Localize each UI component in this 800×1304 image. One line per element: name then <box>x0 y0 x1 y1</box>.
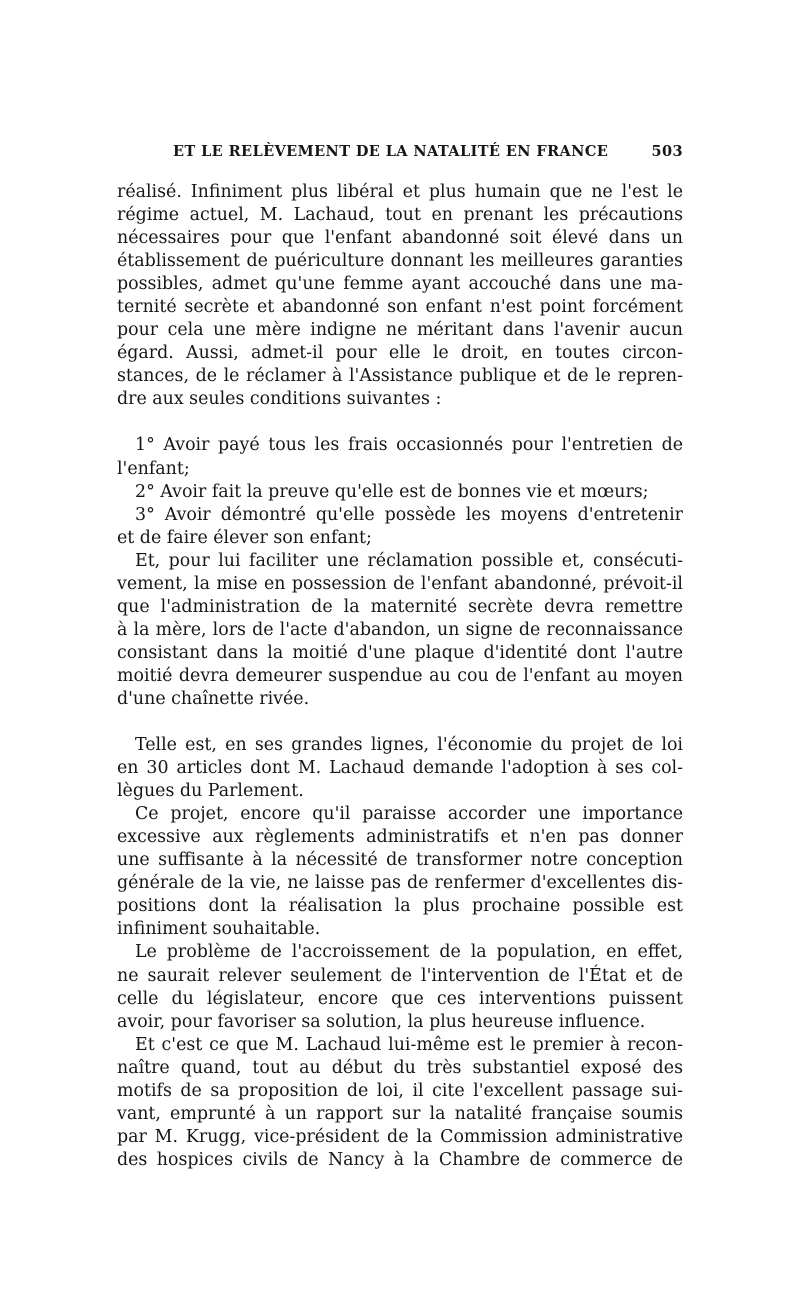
body-text <box>117 181 683 1172</box>
paragraph-krugg <box>117 1034 683 1172</box>
book-page <box>117 143 683 1172</box>
text-line: vant, emprunté à un rapport sur la natalité française soumis <box>117 1103 683 1124</box>
text-line: régime actuel, M. Lachaud, tout en prenant les précautions <box>117 205 683 226</box>
text-line: générale de la vie, ne laisse pas de renfermer d'excellentes dis- <box>117 873 683 894</box>
running-title: ET LE RELÈVEMENT DE LA NATALITÉ EN FRANCE <box>173 143 609 160</box>
text-line: Telle est, en ses grandes lignes, l'économie du projet de loi <box>135 735 683 756</box>
text-line: dre aux seules conditions suivantes : <box>117 389 442 410</box>
paragraph-1 <box>117 181 683 411</box>
text-line: que l'administration de la maternité secrète devra remettre <box>117 596 683 617</box>
text-line: ternité secrète et abandonné son enfant n'est point forcément <box>117 297 683 318</box>
page-number: 503 <box>651 143 683 160</box>
text-line: pour cela une mère indigne ne méritant dans l'avenir aucun <box>117 320 683 341</box>
text-line: lègues du Parlement. <box>117 781 304 802</box>
text-line: par M. Krugg, vice-président de la Commission administrative <box>117 1126 683 1147</box>
condition-2 <box>117 481 683 504</box>
page-header <box>117 143 683 171</box>
paragraph-economy <box>117 734 683 803</box>
condition-1 <box>117 434 683 480</box>
paragraph-gap <box>117 411 683 434</box>
text-line: égard. Aussi, admet-il pour elle le droit, en toutes circon- <box>117 343 683 364</box>
paragraph-identity-plate <box>117 550 683 711</box>
text-line: réalisé. Infiniment plus libéral et plus humain que ne l'est le <box>117 182 683 202</box>
text-line: d'une chaînette rivée. <box>117 688 310 709</box>
text-line: avoir, pour favoriser sa solution, la plus heureuse influence. <box>117 1011 646 1032</box>
text-line: 2° Avoir fait la preuve qu'elle est de bonnes vie et mœurs; <box>135 481 649 502</box>
text-line: l'enfant; <box>117 458 190 479</box>
text-line: vement, la mise en possession de l'enfant abandonné, prévoit-il <box>117 573 683 594</box>
text-line: et de faire élever son enfant; <box>117 527 372 548</box>
text-line: 1° Avoir payé tous les frais occasionnés pour l'entretien de <box>135 435 683 456</box>
text-line: établissement de puériculture donnant les meilleures garanties <box>117 251 683 272</box>
text-line: infiniment souhaitable. <box>117 919 321 940</box>
text-line: naître quand, tout au début du très substantiel exposé des <box>117 1057 683 1078</box>
text-line: en 30 articles dont M. Lachaud demande l'adoption à ses col- <box>117 758 683 779</box>
text-line: excessive aux règlements administratifs et n'en pas donner <box>117 827 683 848</box>
text-line: Et c'est ce que M. Lachaud lui-même est le premier à recon- <box>135 1034 683 1055</box>
text-line: celle du législateur, encore que ces interventions puissent <box>117 988 683 1009</box>
text-line: motifs de sa proposition de loi, il cite l'excellent passage sui- <box>117 1080 683 1101</box>
paragraph-population <box>117 941 683 1033</box>
condition-3 <box>117 504 683 550</box>
text-line: Le problème de l'accroissement de la population, en effet, <box>135 942 683 963</box>
text-line: consistant dans la moitié d'une plaque d'identité dont l'autre <box>117 642 683 663</box>
text-line: positions dont la réalisation la plus prochaine possible est <box>117 896 683 917</box>
paragraph-project <box>117 803 683 941</box>
text-line: une suffisante à la nécessité de transformer notre conception <box>117 850 683 871</box>
text-line: Ce projet, encore qu'il paraisse accorder une importance <box>135 804 683 825</box>
text-line: 3° Avoir démontré qu'elle possède les moyens d'entretenir <box>135 504 683 525</box>
text-line: ne saurait relever seulement de l'intervention de l'État et de <box>117 965 683 986</box>
text-line: moitié devra demeurer suspendue au cou de l'enfant au moyen <box>117 665 683 686</box>
text-line: à la mère, lors de l'acte d'abandon, un signe de reconnaissance <box>117 619 683 640</box>
text-line: Et, pour lui faciliter une réclamation possible et, consécuti- <box>135 550 683 571</box>
text-line: nécessaires pour que l'enfant abandonné soit élevé dans un <box>117 228 683 249</box>
text-line: stances, de le réclamer à l'Assistance publique et de le repren- <box>117 366 683 387</box>
paragraph-gap <box>117 711 683 734</box>
text-line: possibles, admet qu'une femme ayant accouché dans une ma- <box>117 274 683 295</box>
text-line: des hospices civils de Nancy à la Chambre de commerce de <box>117 1149 683 1170</box>
